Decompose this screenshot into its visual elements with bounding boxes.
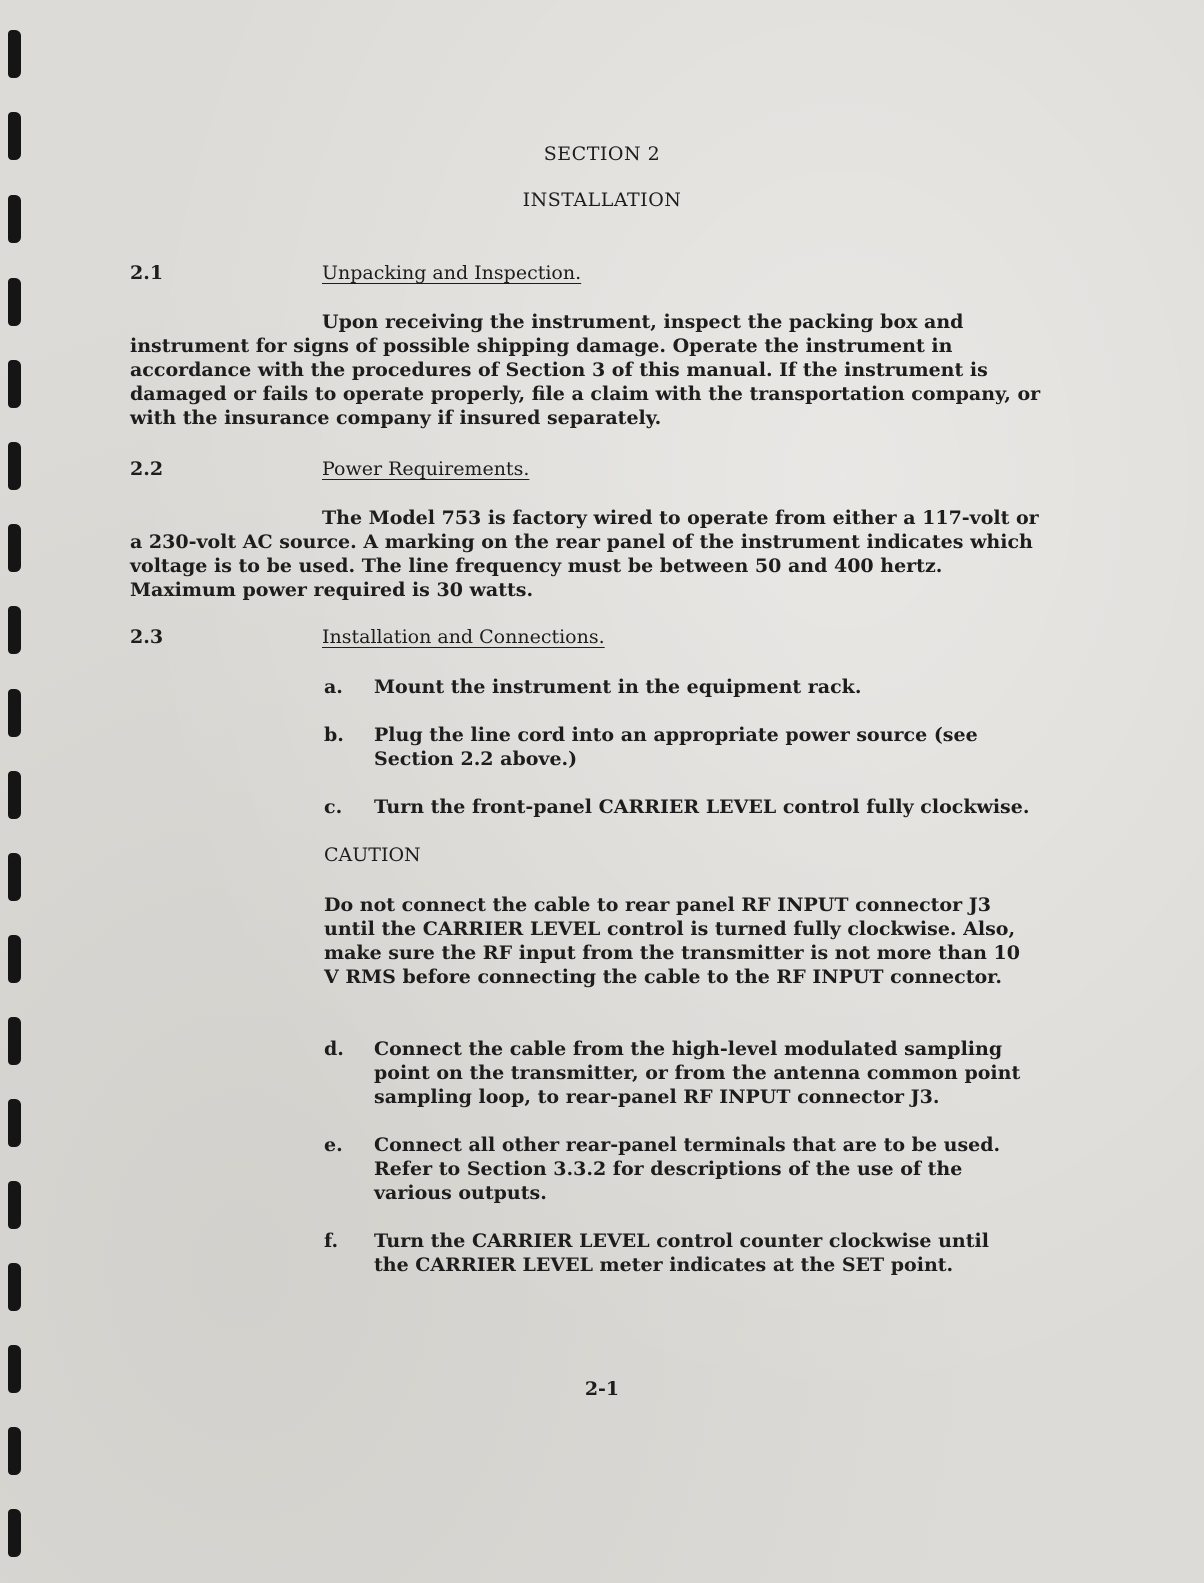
subsection-number: 2.1 xyxy=(130,262,164,284)
binding-hole xyxy=(8,1263,21,1311)
binding-hole xyxy=(8,1427,21,1475)
subsection-number: 2.3 xyxy=(130,626,164,648)
binding-hole xyxy=(8,771,21,819)
step-text: Connect all other rear-panel terminals that are to be used. Refer to Section 3.3.2 for descriptions of the use of the various outputs. xyxy=(374,1134,1001,1204)
binding-hole xyxy=(8,1017,21,1065)
step-item xyxy=(324,675,1044,699)
step-text: Connect the cable from the high-level modulated sampling point on the transmitter, or from the antenna common point sampling loop, to rear-panel RF INPUT connector J3. xyxy=(374,1038,1021,1108)
step-item xyxy=(324,1229,1024,1277)
step-item xyxy=(324,1133,1024,1205)
binding-hole xyxy=(8,1181,21,1229)
caution-body: Do not connect the cable to rear panel RF INPUT connector J3 until the CARRIER LEVEL control is turned fully clockwise. Also, make sure the RF input from the transmitter is not more than 10 V RMS before connecting the cable to the RF INPUT connector. xyxy=(324,894,1020,988)
section-title: INSTALLATION xyxy=(522,189,682,211)
step-item xyxy=(324,723,1004,771)
binding-hole xyxy=(8,524,21,572)
binding-hole xyxy=(8,442,21,490)
step-item xyxy=(324,795,1044,819)
step-letter: d. xyxy=(324,1038,344,1060)
page-number: 2-1 xyxy=(584,1378,620,1400)
binding-hole xyxy=(8,360,21,408)
binding-hole xyxy=(8,606,21,654)
step-letter: b. xyxy=(324,724,344,746)
binding-hole xyxy=(8,1099,21,1147)
step-text: Turn the CARRIER LEVEL control counter clockwise until the CARRIER LEVEL meter indicates at the SET point. xyxy=(374,1230,989,1276)
binding-hole xyxy=(8,853,21,901)
step-text: Turn the front-panel CARRIER LEVEL control fully clockwise. xyxy=(374,796,1030,818)
section-label: SECTION 2 xyxy=(543,143,661,165)
binding-hole xyxy=(8,30,21,78)
binding-hole xyxy=(8,1509,21,1557)
step-text: Plug the line cord into an appropriate power source (see Section 2.2 above.) xyxy=(374,724,978,770)
subsection-title: Installation and Connections. xyxy=(322,626,605,648)
subsection-title: Power Requirements. xyxy=(322,458,530,480)
step-item xyxy=(324,1037,1034,1109)
binding-hole xyxy=(8,689,21,737)
step-letter: f. xyxy=(324,1230,339,1252)
subsection-title: Unpacking and Inspection. xyxy=(322,262,582,284)
subsection-body: The Model 753 is factory wired to operate from either a 117-volt or a 230-volt AC source. A marking on the rear panel of the instrument indicates which voltage is to be used. The line frequency must be between 50 and 400 hertz. Maximum power required is 30 watts. xyxy=(130,507,1039,601)
subsection-number: 2.2 xyxy=(130,458,164,480)
step-letter: e. xyxy=(324,1134,343,1156)
binding-hole xyxy=(8,278,21,326)
binding-holes xyxy=(4,0,26,1583)
binding-hole xyxy=(8,935,21,983)
subsection-body: Upon receiving the instrument, inspect the packing box and instrument for signs of possible shipping damage. Operate the instrument in accordance with the procedures of Section 3 of this manual. If the instrument is damaged or fails to operate properly, file a claim with the transportation company, or with the insurance company if insured separately. xyxy=(130,311,1041,429)
step-letter: c. xyxy=(324,796,343,818)
step-letter: a. xyxy=(324,676,343,698)
step-text: Mount the instrument in the equipment rack. xyxy=(374,676,862,698)
caution-title: CAUTION xyxy=(324,844,421,866)
